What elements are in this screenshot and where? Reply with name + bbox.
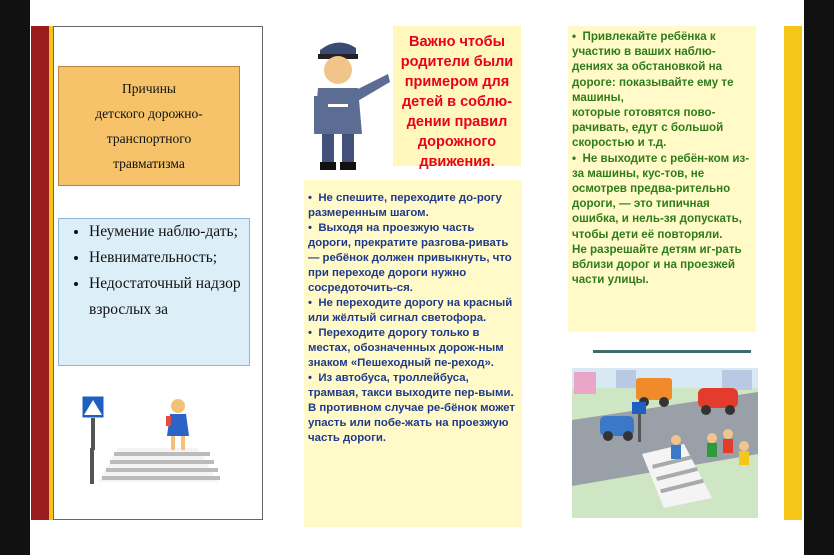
causes-list-box — [58, 218, 250, 366]
important-note — [393, 26, 521, 172]
note-line: детей в соблю- — [401, 94, 513, 110]
cause-item: • Неумение наблю-дать; — [89, 219, 249, 245]
tip-item: • Переходите дорогу только в местах, обозначенных дорож-ным знаком «Пешеходный пе-реход». — [308, 327, 504, 369]
title-line: Причины — [121, 81, 177, 96]
cause-item: • Невнимательность; — [89, 245, 249, 271]
causes-title-box — [58, 66, 240, 186]
pedestrian-crossing-sign-icon — [82, 396, 104, 484]
causes-list — [59, 219, 249, 323]
closing-tip: Не разрешайте детям иг-рать вблизи дорог и на проезжей части улицы. — [572, 242, 742, 287]
child-illustration — [166, 399, 189, 450]
tip-item: • Из автобуса, троллейбуса, трамвая, такси выходите пер-выми. В противном случае ре-бёнок может упасть или побе-жать на проезжую часть дороги. — [308, 372, 515, 444]
right-tips-column — [568, 26, 756, 332]
crossing-illustration — [78, 378, 246, 484]
section-divider — [593, 350, 751, 353]
note-line: движения. — [419, 154, 495, 170]
title-line: травматизма — [113, 156, 185, 171]
tip-continuation: которые готовятся пово-рачивать, едут с большой скоростью и т.д. — [572, 106, 724, 150]
tip-item: • Привлекайте ребёнка к участию в ваших наблю-дениях за обстановкой на дороге: показывайте ему те машины, — [572, 30, 734, 104]
title-line: детского дорожно- — [95, 106, 203, 121]
tip-item: • Не переходите дорогу на красный или жёлтый сигнал светофора. — [308, 297, 513, 324]
middle-tips-column — [304, 180, 522, 527]
cause-item: • Недостаточный надзор взрослых за — [89, 271, 249, 323]
tip-item: • Выходя на проезжую часть дороги, прекратите разгова-ривать — ребёнок должен привыкнуть, что при переходе дороги нужно сосредоточить-ся. — [308, 222, 512, 294]
tip-item: • Не спешите, переходите до-рогу размеренным шагом. — [308, 192, 502, 219]
police-officer-illustration — [292, 34, 390, 172]
note-line: Важно чтобы — [409, 34, 505, 50]
note-line: дорожного — [417, 134, 497, 150]
street-scene-illustration — [572, 368, 758, 518]
left-red-stripe — [31, 26, 49, 520]
note-line: примером для — [404, 74, 510, 90]
tip-item: • Не выходите с ребён-ком из-за машины, кус-тов, не осмотрев предва-рительно дороги, — это типичная ошибка, и нель-зя допускать, чтобы дети её повторяли. — [572, 151, 750, 241]
important-note-box — [393, 26, 521, 170]
note-line: родители были — [400, 54, 514, 70]
title-line: транспортного — [106, 131, 192, 146]
note-line: дении правил — [406, 114, 508, 130]
zebra-crossing — [98, 448, 220, 482]
right-yellow-stripe — [784, 26, 802, 520]
